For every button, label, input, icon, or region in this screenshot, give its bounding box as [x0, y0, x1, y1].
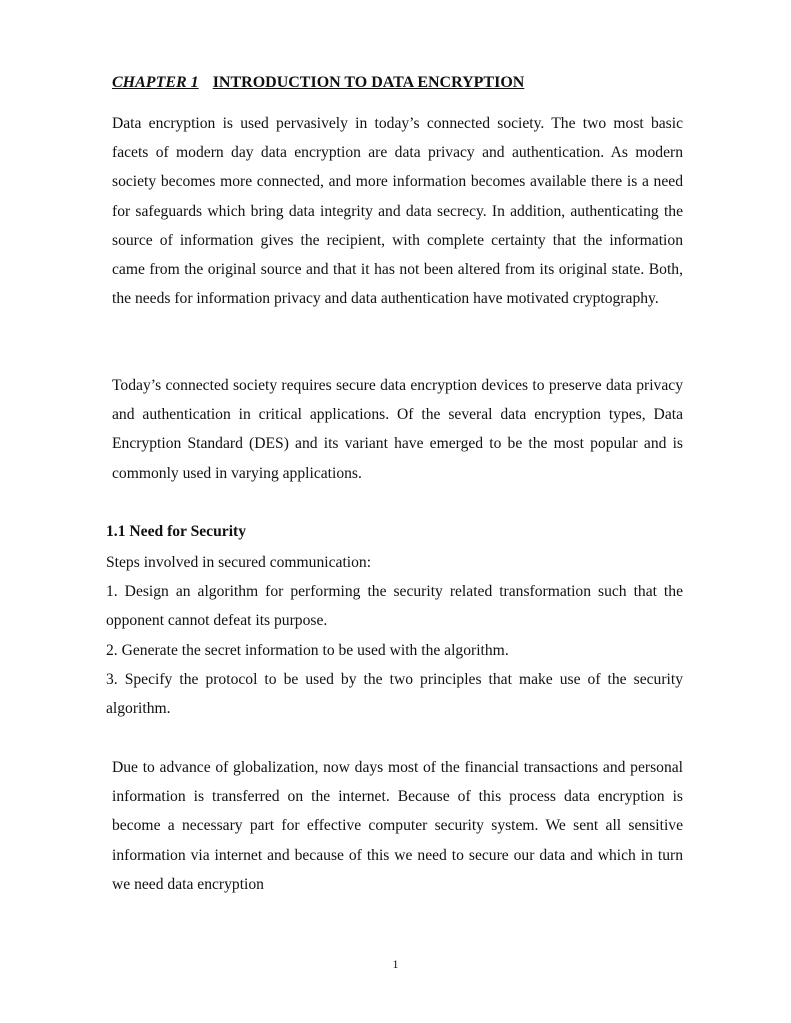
closing-paragraph: Due to advance of globalization, now days most of the financial transactions and personal information is transferred on the internet. Because of this process data encryption is become a necessary part for effective computer security system. We sent all sensitive information via internet and because of this we need to secure our data and which in turn we need data encryption: [112, 759, 683, 893]
step-item: 3. Specify the protocol to be used by the two principles that make use of the security algorithm.: [106, 670, 683, 718]
intro-paragraph: Data encryption is used pervasively in today’s connected society. The two most basic facets of modern day data encryption are data privacy and authentication. As modern society becomes more connected, and more information becomes available there is a need for safeguards which bring data integrity and data secrecy. In addition, authenticating the source of information gives the recipient, with complete certainty that the information came from the original source and that it has not been altered from its original state. Both, the needs for information privacy and data authentication have motivated cryptography.: [112, 115, 683, 308]
step-item: 1. Design an algorithm for performing the security related transformation such that the opponent cannot defeat its purpose.: [106, 583, 683, 630]
chapter-heading: [112, 72, 524, 94]
steps-list: [106, 548, 683, 723]
second-paragraph: Today’s connected society requires secure data encryption devices to preserve data privacy and authentication in critical applications. Of the several data encryption types, Data Encryption Standard (DES) and its variant have emerged to be the most popular and is commonly used in varying applications.: [112, 377, 683, 482]
page-number: 1: [392, 957, 399, 971]
steps-lead: Steps involved in secured communication:: [106, 554, 372, 571]
step-item: 2. Generate the secret information to be used with the algorithm.: [106, 641, 509, 659]
chapter-number: CHAPTER 1: [112, 74, 199, 91]
chapter-title: INTRODUCTION TO DATA ENCRYPTION: [212, 74, 525, 91]
section-heading: 1.1 Need for Security: [106, 523, 247, 540]
